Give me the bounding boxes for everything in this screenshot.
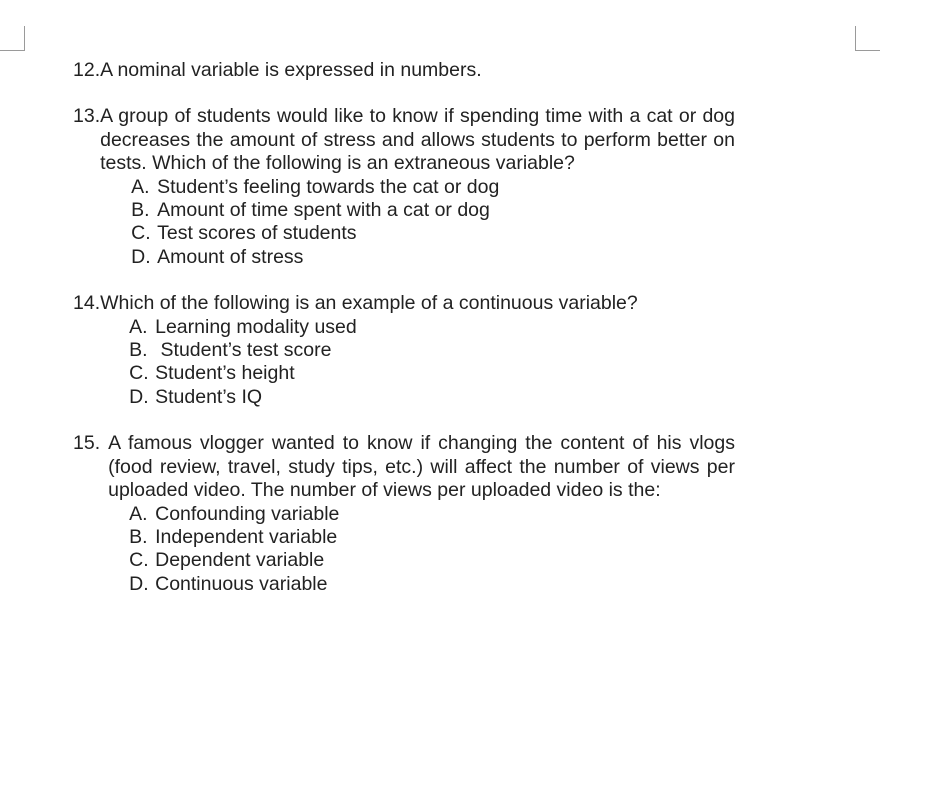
option-text: Student’s height — [155, 362, 295, 385]
question-number: 13. — [73, 105, 101, 128]
question-number: 15. — [73, 432, 101, 455]
option-d — [129, 386, 735, 409]
document-body — [73, 59, 735, 619]
option-text: Student’s IQ — [155, 385, 263, 408]
option-a — [129, 316, 735, 339]
option-text: Dependent variable — [155, 549, 325, 572]
option-b — [131, 199, 735, 222]
option-letter: A. — [131, 175, 150, 198]
question-stem: A group of students would like to know if spending time with a cat or dog decreases the amount of stress and allows students to perform better on tests. Which of the following is an extraneous variable? — [100, 105, 735, 175]
option-text: Confounding variable — [155, 502, 340, 525]
option-b — [129, 526, 735, 549]
question-14 — [73, 292, 735, 409]
option-letter: D. — [131, 245, 151, 268]
page-corner-mark-top-right — [855, 26, 880, 51]
option-letter: A. — [129, 502, 148, 525]
option-letter: B. — [129, 339, 148, 362]
option-c — [131, 222, 735, 245]
option-text: Amount of time spent with a cat or dog — [157, 199, 490, 222]
question-stem: A nominal variable is expressed in numbers. — [100, 59, 482, 81]
option-text: Student’s feeling towards the cat or dog — [157, 175, 500, 198]
option-text: Independent variable — [155, 525, 338, 548]
page-corner-mark-top-left — [0, 26, 25, 51]
option-b — [129, 339, 735, 362]
option-letter: D. — [129, 385, 149, 408]
option-d — [131, 246, 735, 269]
option-a — [129, 503, 735, 526]
option-text: Continuous variable — [155, 572, 328, 595]
option-letter: B. — [131, 199, 150, 222]
option-letter: B. — [129, 525, 148, 548]
option-text: Test scores of students — [157, 222, 357, 245]
question-15 — [73, 432, 735, 596]
option-text: Learning modality used — [155, 315, 357, 338]
options-list — [129, 503, 735, 597]
option-text: Student’s test score — [155, 339, 332, 362]
option-letter: A. — [129, 315, 148, 338]
options-list — [129, 316, 735, 410]
option-a — [131, 176, 735, 199]
option-letter: C. — [131, 222, 151, 245]
option-letter: C. — [129, 362, 149, 385]
question-number: 14. — [73, 292, 101, 315]
question-number: 12. — [73, 59, 101, 81]
options-list — [131, 176, 735, 270]
option-c — [129, 549, 735, 572]
option-d — [129, 573, 735, 596]
question-stem: Which of the following is an example of a continuous variable? — [100, 292, 638, 315]
option-letter: D. — [129, 572, 149, 595]
question-12 — [73, 59, 735, 82]
option-c — [129, 362, 735, 385]
option-letter: C. — [129, 549, 149, 572]
option-text: Amount of stress — [157, 245, 304, 268]
question-13 — [73, 105, 735, 269]
question-stem: A famous vlogger wanted to know if changing the content of his vlogs (food review, travel, study tips, etc.) will affect the number of views per uploaded video. The number of views per uploaded video is the: — [108, 432, 735, 502]
